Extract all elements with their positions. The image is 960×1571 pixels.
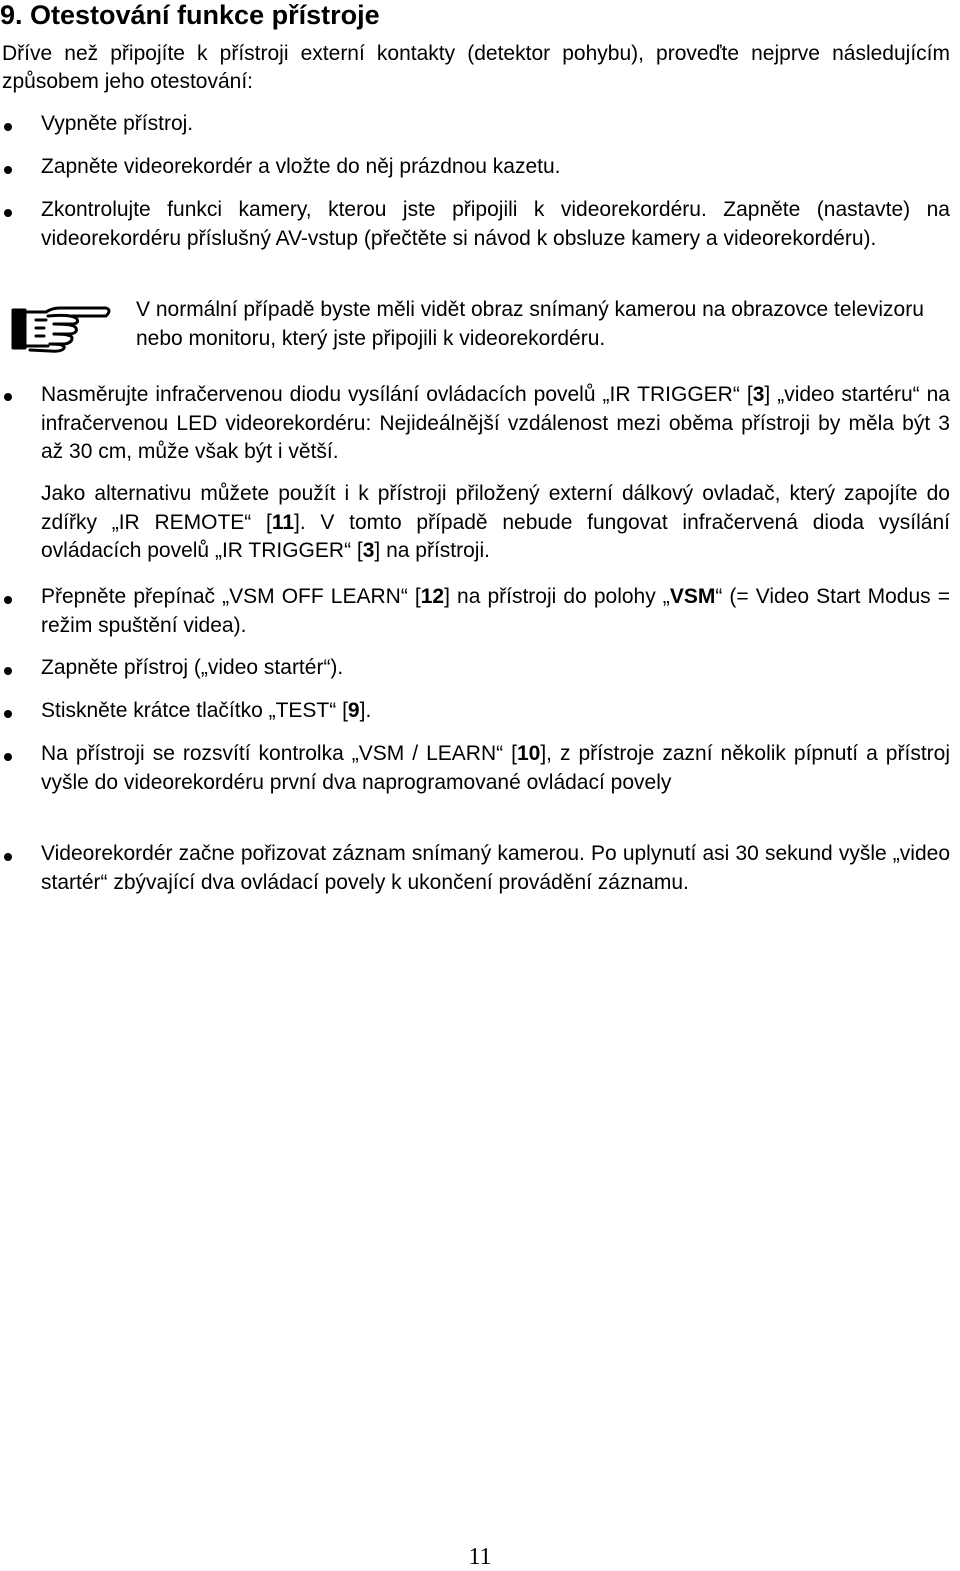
reference-number: 3 [752, 383, 765, 406]
bullet-icon [4, 393, 12, 401]
list-item [41, 381, 950, 467]
text-segment: Nasměrujte infračervenou diodu vysílání ovládacích povelů „IR TRIGGER“ [ [41, 383, 753, 406]
text-segment: Přepněte přepínač „VSM OFF LEARN“ [ [41, 585, 421, 608]
reference-number: 10 [516, 742, 541, 765]
bullet-icon [4, 209, 12, 217]
text-segment: ], z přístroje zazní několik pípnutí a přístroj vyšle do videorekordéru první dva naprogramované ovládací povely [41, 742, 950, 794]
reference-number: 11 [271, 510, 295, 534]
text-segment: Stiskněte krátce tlačítko „TEST“ [ [41, 699, 348, 722]
mode-label: VSM [669, 585, 716, 608]
reference-number: 9 [347, 699, 360, 722]
text-segment: “ (= Video Start Modus = režim spuštění videa). [41, 585, 950, 637]
bullet-icon [4, 667, 12, 675]
list-item [41, 840, 950, 897]
text-segment: ] „video startéru“ na infračervenou LED videorekordéru: Nejideálnější vzdálenost mezi oběma přístroji by měla být 3 až 30 cm, může však být i větší. [41, 383, 950, 463]
section-heading: 9. Otestování funkce přístroje [0, 0, 380, 30]
reference-number: 3 [362, 539, 375, 562]
list-item [41, 153, 950, 182]
list-item [41, 740, 950, 797]
bullet-icon [4, 853, 12, 861]
page-number: 11 [468, 1544, 492, 1570]
text-segment: Jako alternativu můžete použít i k přístroji přiložený externí dálkový ovladač, který zapojíte do zdířky „IR REMOTE“ [ [41, 482, 950, 534]
bullet-icon [4, 596, 12, 604]
list-item-text: Zapněte videorekordér a vložte do něj prázdnou kazetu. [41, 155, 561, 178]
list-item-continuation [41, 480, 950, 566]
pointing-hand-icon [10, 302, 114, 354]
list-item [41, 654, 950, 683]
list-item-text: Vypněte přístroj. [41, 112, 194, 135]
bullet-icon [4, 753, 12, 761]
bullet-icon [4, 123, 12, 131]
text-segment: Na přístroji se rozsvítí kontrolka „VSM / LEARN“ [ [41, 742, 517, 765]
list-item [41, 110, 950, 139]
bullet-icon [4, 710, 12, 718]
text-segment: ]. [359, 699, 372, 722]
intro-paragraph: Dříve než připojíte k přístroji externí kontakty (detektor pohybu), proveďte nejprve následujícím způsobem jeho otestování: [2, 42, 950, 93]
text-segment: ]. V tomto případě nebude fungovat infračervená dioda vysílání ovládacích povelů „IR TRIGGER“ [ [41, 510, 950, 562]
list-item-text: Zkontrolujte funkci kamery, kterou jste připojili k videorekordéru. Zapněte (nastavte) na videorekordéru příslušný AV-vstup (přečtěte si návod k obsluze kamery a videorekordéru). [41, 198, 950, 250]
reference-number: 12 [420, 585, 445, 608]
list-item-text: Videorekordér začne pořizovat záznam snímaný kamerou. Po uplynutí asi 30 sekund vyšle „video startér“ zbývající dva ovládací povely k ukončení provádění záznamu. [41, 842, 950, 894]
list-item [41, 697, 950, 726]
list-item [41, 196, 950, 253]
list-item-text: Zapněte přístroj („video startér“). [41, 656, 344, 679]
list-item [41, 583, 950, 640]
text-segment: ] na přístroji do polohy „ [444, 585, 670, 608]
bullet-icon [4, 166, 12, 174]
text-segment: ] na přístroji. [374, 539, 490, 562]
note-text: V normální případě byste měli vidět obraz snímaný kamerou na obrazovce televizoru nebo monitoru, který jste připojili k videorekordéru. [136, 298, 924, 350]
